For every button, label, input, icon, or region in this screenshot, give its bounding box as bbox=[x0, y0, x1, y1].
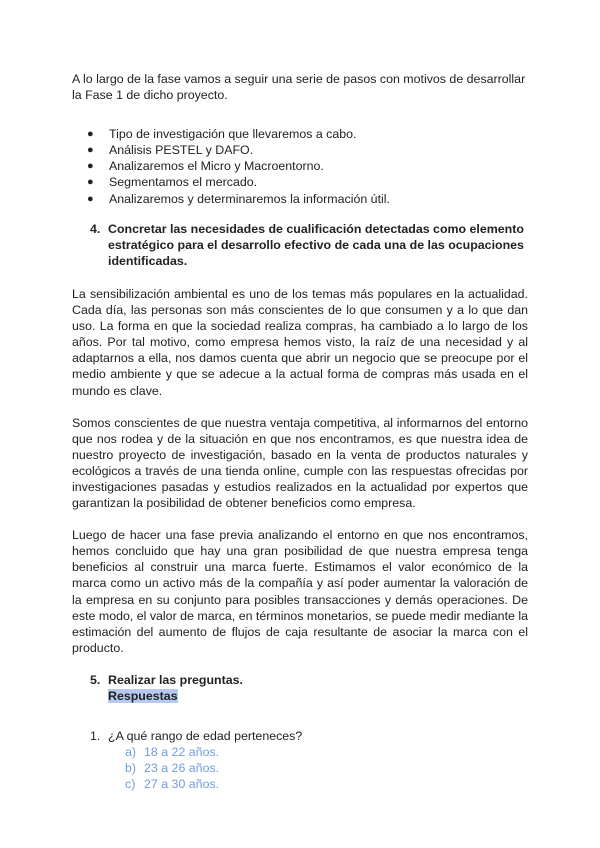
question-1 bbox=[72, 728, 528, 744]
bullet-item bbox=[72, 158, 528, 174]
option-text: 18 a 22 años. bbox=[144, 745, 220, 760]
bullet-icon: ● bbox=[87, 144, 94, 157]
bullet-item bbox=[72, 174, 528, 190]
bullet-icon: ● bbox=[87, 176, 94, 189]
bullet-text: Segmentamos el mercado. bbox=[109, 175, 258, 190]
body-paragraph: Luego de hacer una fase previa analizando el entorno en que nos encontramos, hemos concluido que hay una gran posibilidad de que nuestra empresa tenga beneficios al construir una marca fuerte. Estimamos el valor económico de la marca como un activo más de la compañía y así poder aumentar la valoración de la empresa en su conjunto para posibles transacciones y demás operaciones. De este modo, el valor de marca, en términos monetarios, se puede medir mediante la estimación del aumento de flujos de caja resultante de asociar la marca con el producto. bbox=[72, 528, 528, 655]
bullet-text: Analizaremos y determinaremos la información útil. bbox=[109, 191, 390, 206]
section-number: 5. bbox=[90, 672, 101, 687]
section-5-heading bbox=[72, 672, 528, 704]
question-text: ¿A qué rango de edad perteneces? bbox=[108, 729, 303, 744]
question-number: 1. bbox=[90, 729, 101, 744]
section-title: Realizar las preguntas. bbox=[108, 672, 243, 687]
option-text: 23 a 26 años. bbox=[144, 761, 220, 776]
section-4-heading bbox=[72, 221, 528, 269]
steps-bullet-list bbox=[72, 126, 528, 206]
bullet-text: Analizaremos el Micro y Macroentorno. bbox=[109, 159, 324, 174]
answer-options-list bbox=[72, 744, 528, 792]
answer-option bbox=[72, 744, 528, 760]
option-letter: b) bbox=[125, 761, 137, 776]
bullet-text: Tipo de investigación que llevaremos a cabo. bbox=[109, 127, 357, 142]
bullet-item bbox=[72, 191, 528, 207]
option-letter: c) bbox=[125, 777, 136, 792]
answer-option bbox=[72, 760, 528, 776]
bullet-icon: ● bbox=[87, 192, 94, 205]
body-paragraph: La sensibilización ambiental es uno de los temas más populares en la actualidad. Cada día, las personas son más conscientes de lo que consumen y a lo que dan uso. La forma en que la sociedad realiza compras, ha cambiado a lo largo de los años. Por tal motivo, como empresa hemos visto, la raíz de una necesidad y al adaptarnos a ella, nos damos cuenta que abrir un negocio que se preocupe por el medio ambiente y que se adecue a la actual forma de compras más usada en el mundo es clave. bbox=[72, 286, 528, 398]
option-text: 27 a 30 años. bbox=[144, 777, 220, 792]
bullet-item bbox=[72, 126, 528, 142]
intro-paragraph: A lo largo de la fase vamos a seguir una serie de pasos con motivos de desarrollar la Fase 1 de dicho proyecto. bbox=[72, 72, 526, 103]
option-letter: a) bbox=[125, 745, 137, 760]
bullet-icon: ● bbox=[87, 128, 94, 141]
section-title: Concretar las necesidades de cualificación detectadas como elemento estratégico para el desarrollo efectivo de cada una de las ocupaciones identificadas. bbox=[108, 221, 524, 268]
bullet-icon: ● bbox=[87, 160, 94, 173]
bullet-text: Análisis PESTEL y DAFO. bbox=[109, 143, 254, 158]
document-page bbox=[72, 71, 528, 792]
bullet-item bbox=[72, 142, 528, 158]
body-paragraph: Somos conscientes de que nuestra ventaja competitiva, al informarnos del entorno que nos rodea y de la situación en que nos encontramos, es que nuestra idea de nuestro proyecto de investigación, basado en la venta de productos naturales y ecológicos a través de una tienda online, cumple con las respuestas ofrecidas por investigaciones pasadas y estudios realizados en la actualidad por expertos que garantizan la posibilidad de obtener beneficios como empresa. bbox=[72, 415, 528, 511]
highlighted-subtitle: Respuestas bbox=[108, 689, 178, 703]
answer-option bbox=[72, 776, 528, 792]
section-number: 4. bbox=[90, 221, 101, 236]
